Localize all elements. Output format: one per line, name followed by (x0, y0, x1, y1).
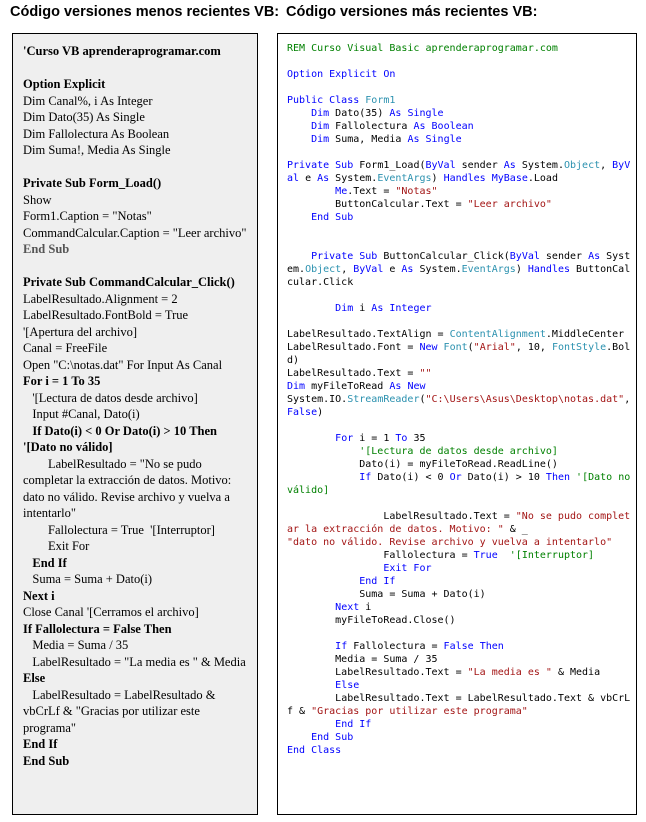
modern-vb-code-panel (277, 33, 637, 815)
code-token: ByVal (425, 160, 456, 171)
legacy-code-line (23, 258, 257, 275)
code-token: Font (443, 342, 468, 353)
code-token (287, 732, 311, 743)
code-token: myFileToRead (305, 381, 390, 392)
code-token: myFileToRead.Close() (287, 615, 456, 626)
code-token: 35 (407, 433, 426, 444)
modern-code-line (287, 133, 636, 146)
code-token: "Arial" (473, 342, 516, 353)
legacy-code-line: Form1.Caption = "Notas" (23, 209, 152, 223)
modern-code-line (287, 250, 633, 289)
legacy-code-line: Dim Fallolectura As Boolean (23, 126, 170, 141)
code-token: Private Sub (311, 251, 378, 262)
modern-code-line (287, 94, 636, 107)
code-token: i (353, 303, 372, 314)
modern-code-line (287, 549, 636, 562)
code-token: Dato(35) (329, 108, 390, 119)
modern-code-line (287, 289, 636, 302)
code-token (287, 134, 311, 145)
legacy-code-line (23, 60, 257, 77)
code-token: i = 1 (353, 433, 396, 444)
code-token: System. (287, 251, 631, 275)
code-token: , (341, 264, 354, 275)
modern-code-line (287, 185, 636, 198)
modern-code-line (287, 68, 636, 81)
legacy-code-line: End If (23, 737, 58, 751)
modern-code-line (287, 562, 636, 575)
code-token: ContentAlignment (449, 329, 546, 340)
code-token (287, 186, 335, 197)
modern-code-line (287, 146, 636, 159)
modern-code-line (287, 380, 636, 393)
code-token: Fallolectura (329, 121, 414, 132)
code-token: Boolean (431, 121, 474, 132)
code-token: To (395, 433, 408, 444)
code-token: ButtonCalcular.Text = (287, 199, 468, 210)
code-token (287, 121, 311, 132)
code-token (287, 719, 335, 730)
code-token: Dim (311, 134, 330, 145)
modern-code-line (287, 328, 633, 341)
code-token: End Sub (311, 212, 354, 223)
modern-code-line (287, 627, 636, 640)
legacy-code-line: Exit For (23, 539, 90, 553)
code-token: sender (455, 160, 504, 171)
modern-code-line (287, 224, 636, 237)
legacy-code-line: '[Lectura de datos desde archivo] (23, 390, 198, 405)
modern-code-line (287, 679, 636, 692)
modern-code-line (287, 302, 636, 315)
code-token: Dim (335, 303, 354, 314)
code-token: ByVal (353, 264, 384, 275)
code-token: "" (419, 368, 432, 379)
legacy-code-line: Show (23, 192, 52, 207)
modern-code-line (287, 42, 636, 55)
code-token: , (624, 394, 637, 405)
code-token: MyBase (491, 173, 528, 184)
legacy-code-line: Fallolectura = True '[Interruptor] (23, 522, 215, 537)
modern-code-line (287, 341, 633, 367)
code-token: Fallolectura = (287, 550, 474, 561)
code-token: LabelResultado.Text = (287, 511, 516, 522)
modern-code-line (287, 601, 636, 614)
legacy-code-line: Canal = FreeFile (23, 341, 108, 355)
modern-code-line (287, 198, 636, 211)
modern-code-line (287, 367, 636, 380)
code-token: End Class (287, 745, 342, 756)
code-token: Then (479, 641, 504, 652)
code-token: Then (545, 472, 571, 483)
legacy-code-line: LabelResultado = "No se pudo completar la extracción de datos. Motivo: dato no válido. Revise archivo y vuelva a intentarlo" (23, 456, 235, 520)
modern-code-line (287, 55, 636, 68)
code-token (287, 251, 311, 262)
code-token: "dato no válido. Revise archivo y vuelva a intentarlo" (287, 537, 613, 548)
code-token: Media = Suma / 35 (287, 654, 438, 665)
code-token: As (407, 134, 420, 145)
code-token: '[Lectura de datos desde archivo] (359, 446, 558, 457)
code-token: , (600, 160, 613, 171)
code-token: Option Explicit On (287, 69, 396, 80)
code-token: ByVal (509, 251, 540, 262)
code-token: As (588, 251, 601, 262)
code-token: Form1 (365, 95, 396, 106)
legacy-code-line: Open "C:\notas.dat" For Input As Canal (23, 357, 223, 372)
legacy-code-line: If Fallolectura = False Then (23, 621, 172, 636)
modern-code-line (287, 120, 636, 133)
legacy-code-line: Private Sub Form_Load() (23, 176, 162, 190)
code-token: Single (407, 108, 444, 119)
code-token: "No se pudo completar la extracción de datos. Motivo: " (287, 511, 631, 535)
code-token: Dim (311, 108, 330, 119)
modern-code-line (287, 666, 636, 679)
code-token: ) (515, 264, 528, 275)
modern-code-line (287, 81, 636, 94)
code-token: & Media (551, 667, 601, 678)
legacy-code-line: End If (23, 555, 67, 570)
modern-code-line (287, 211, 636, 224)
modern-code-line (287, 588, 636, 601)
code-token: REM Curso Visual Basic aprenderaprogramar.com (287, 43, 558, 54)
code-token (498, 550, 510, 561)
modern-code-line (287, 315, 636, 328)
modern-code-line (287, 510, 633, 536)
code-token: Dato(i) < 0 (371, 472, 450, 483)
modern-code-line (287, 692, 633, 718)
code-token: LabelResultado.Text = (287, 667, 468, 678)
legacy-code-line: LabelResultado.FontBold = True (23, 308, 189, 322)
code-token: Handles (443, 173, 486, 184)
code-token: As (317, 173, 330, 184)
code-token: New (419, 342, 438, 353)
legacy-code-line: Media = Suma / 35 (23, 638, 129, 652)
modern-code-line (287, 575, 636, 588)
legacy-code-line: Input #Canal, Dato(i) (23, 407, 140, 421)
legacy-code-line: Next i (23, 588, 55, 603)
code-token: Fallolectura = (347, 641, 444, 652)
modern-code-line (287, 640, 636, 653)
code-token: System. (413, 264, 462, 275)
code-token: As (389, 108, 402, 119)
modern-code-line (287, 432, 636, 445)
code-token (287, 433, 335, 444)
code-token: New (407, 381, 426, 392)
legacy-code-line: Dim Canal%, i As Integer (23, 93, 153, 108)
legacy-code-line: End Sub (23, 753, 70, 768)
code-token: LabelResultado.Font = (287, 342, 420, 353)
legacy-code-line: Else (23, 671, 46, 685)
modern-code-line (287, 419, 636, 432)
code-token: "Leer archivo" (467, 199, 552, 210)
legacy-code-line: Close Canal '[Cerramos el archivo] (23, 605, 199, 619)
code-token: "La media es " (467, 667, 552, 678)
code-token: Dato(i) > 10 (461, 472, 546, 483)
code-token: Single (425, 134, 462, 145)
modern-code-line (287, 653, 636, 666)
code-token: ) (431, 173, 444, 184)
code-token: System. (329, 173, 378, 184)
code-token: LabelResultado.Text = (287, 368, 420, 379)
code-token: LabelResultado.Text = LabelResultado.Text & vbCrLf & (287, 693, 631, 717)
code-token (287, 108, 311, 119)
code-token: ByVal (287, 160, 631, 184)
code-token: Next (335, 602, 360, 613)
legacy-code-line: Dim Suma!, Media As Single (23, 143, 171, 157)
code-token (287, 680, 335, 691)
code-token: sender (539, 251, 589, 262)
code-token: e (383, 264, 402, 275)
legacy-code-line: End Sub (23, 242, 70, 256)
code-token: Suma = Suma + Dato(i) (287, 589, 486, 600)
code-token (287, 576, 359, 587)
legacy-code-line: Private Sub CommandCalcular_Click() (23, 275, 235, 289)
code-token: .Text = (347, 186, 396, 197)
code-token: End Sub (311, 732, 354, 743)
code-token: Object (305, 264, 342, 275)
code-token: ( (419, 394, 426, 405)
modern-code-line (287, 458, 636, 471)
legacy-code-line: LabelResultado = LabelResultado & vbCrLf & "Gracias por utilizar este programa" (23, 687, 219, 735)
modern-code-line (287, 614, 636, 627)
code-token: .Bold) (287, 342, 631, 366)
legacy-code-line: CommandCalcular.Caption = "Leer archivo" (23, 225, 247, 240)
code-token: "C:\Users\Asus\Desktop\notas.dat" (425, 394, 625, 405)
modern-code-line (287, 497, 636, 510)
legacy-code-line: '[Dato no válido] (23, 440, 113, 454)
legacy-code-line: LabelResultado = "La media es " & Media (23, 654, 246, 669)
code-token: Form1_Load( (353, 160, 426, 171)
code-token: EventArgs (461, 264, 516, 275)
code-token: StreamReader (347, 394, 420, 405)
modern-code-line (287, 107, 636, 120)
code-token: Exit For (383, 563, 432, 574)
code-token: Me (335, 186, 348, 197)
modern-code-line (287, 718, 636, 731)
code-token: ButtonCalcular.Click (287, 264, 631, 288)
modern-code-line (287, 536, 636, 549)
code-token: "Notas" (395, 186, 438, 197)
code-token: As (371, 303, 384, 314)
code-token: End If (335, 719, 372, 730)
code-token (287, 602, 335, 613)
heading-modern-vb: Código versiones más recientes VB: (286, 4, 538, 20)
code-token: .MiddleCenter (545, 329, 625, 340)
code-token: False (443, 641, 474, 652)
code-token: For (335, 433, 354, 444)
code-token: False (287, 407, 318, 418)
code-token: System.IO. (287, 394, 348, 405)
code-token: , 10, (515, 342, 552, 353)
code-token: "Gracias por utilizar este programa" (311, 706, 528, 717)
code-token: As (413, 121, 426, 132)
code-token: Handles (527, 264, 571, 275)
code-token: Dato(i) = myFileToRead.ReadLine() (287, 459, 558, 470)
modern-code-line (287, 393, 637, 419)
code-token: Private Sub (287, 160, 354, 171)
modern-code-line (287, 237, 636, 250)
code-token: '[Interruptor] (509, 550, 595, 561)
code-token: .Load (527, 173, 558, 184)
legacy-code-line: '[Apertura del archivo] (23, 324, 138, 339)
code-token: True (473, 550, 498, 561)
code-token: System. (515, 160, 564, 171)
code-token: Or (449, 472, 462, 483)
code-token: Public Class (287, 95, 366, 106)
code-token (287, 641, 335, 652)
heading-legacy-vb: Código versiones menos recientes VB: (10, 4, 280, 20)
code-token (287, 563, 383, 574)
legacy-code-line: For i = 1 To 35 (23, 374, 101, 388)
code-token: LabelResultado.TextAlign = (287, 329, 450, 340)
legacy-code-line: Suma = Suma + Dato(i) (23, 572, 153, 586)
code-token (287, 212, 311, 223)
modern-code-line (287, 471, 637, 497)
code-token: Suma, Media (329, 134, 408, 145)
modern-code-line (287, 744, 636, 757)
code-token: FontStyle (551, 342, 607, 353)
code-token: & _ (503, 524, 528, 535)
code-token: ) (317, 407, 324, 418)
code-token: Dim (311, 121, 330, 132)
code-token: As (401, 264, 414, 275)
code-token: ( (467, 342, 474, 353)
legacy-code-line: 'Curso VB aprenderaprogramar.com (23, 44, 221, 58)
code-token: i (359, 602, 372, 613)
code-token: Integer (389, 303, 432, 314)
code-token: Object (563, 160, 601, 171)
code-token: e (299, 173, 318, 184)
legacy-code-line: If Dato(i) < 0 Or Dato(i) > 10 Then (23, 423, 217, 438)
legacy-code-line: Dim Dato(35) As Single (23, 110, 145, 124)
modern-code-line (287, 445, 636, 458)
code-token: As (389, 381, 402, 392)
code-token: EventArgs (377, 173, 432, 184)
legacy-code-line (23, 159, 257, 176)
legacy-code-line: LabelResultado.Alignment = 2 (23, 291, 178, 306)
code-token: If (359, 472, 372, 483)
code-token: Dim (287, 381, 306, 392)
code-token: Else (335, 680, 360, 691)
code-token: If (335, 641, 348, 652)
modern-code-line (287, 159, 633, 185)
code-token: '[Dato no válido] (287, 472, 637, 496)
code-token: As (503, 160, 516, 171)
code-token (287, 472, 359, 483)
modern-code-line (287, 731, 636, 744)
legacy-code-line: Option Explicit (23, 77, 106, 91)
code-token (287, 303, 335, 314)
code-token: End If (359, 576, 396, 587)
code-token (287, 446, 359, 457)
code-token: ButtonCalcular_Click( (377, 251, 510, 262)
legacy-vb-code-panel (12, 33, 258, 815)
